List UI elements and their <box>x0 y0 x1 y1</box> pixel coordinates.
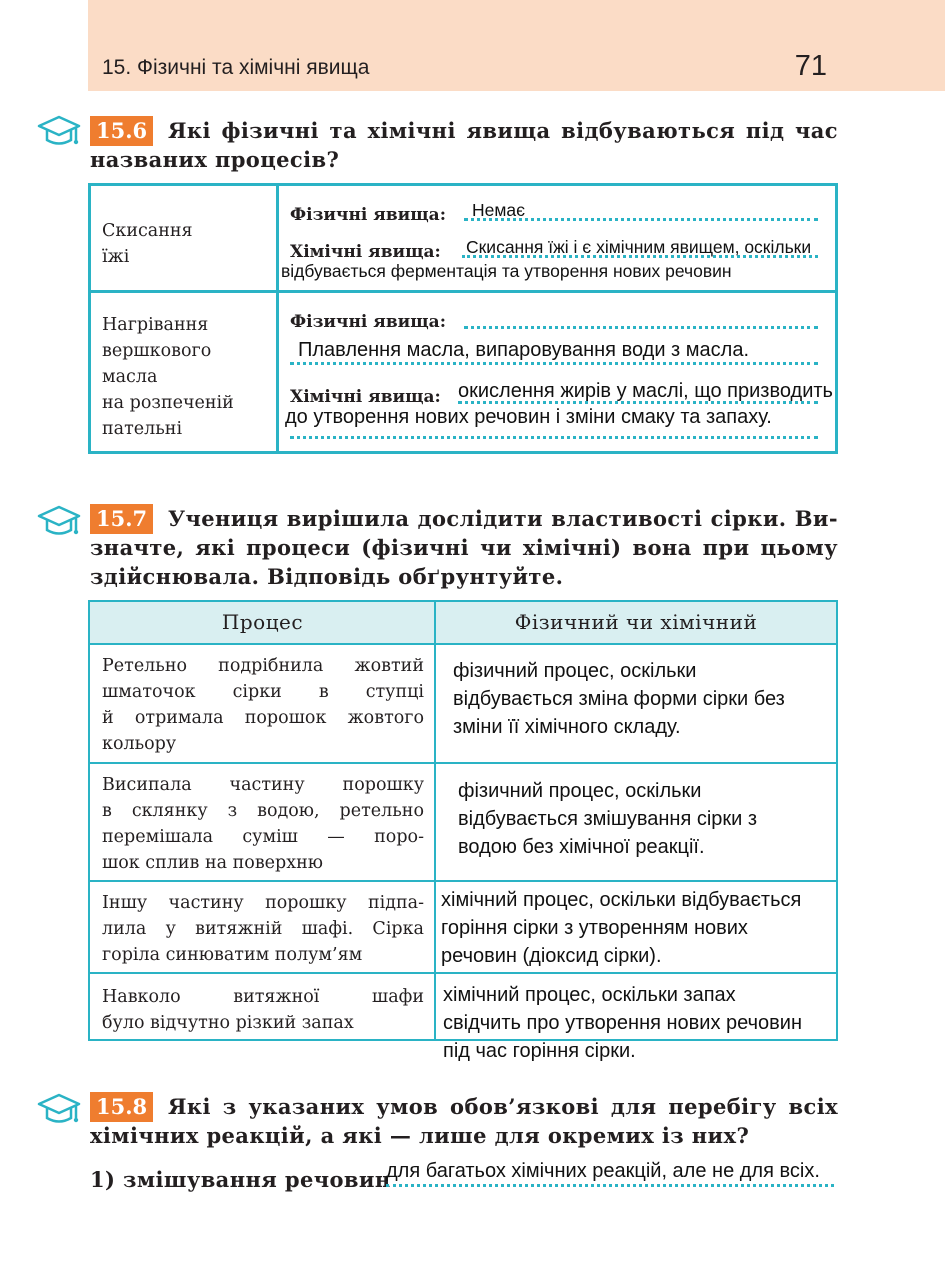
table-border <box>88 643 838 645</box>
answer-dotted-line <box>386 1184 834 1187</box>
column-header: Фізичний чи хімічний <box>436 601 836 644</box>
table-border <box>434 600 436 1041</box>
task-number-badge: 15.7 <box>90 504 153 534</box>
task-number-badge: 15.6 <box>90 116 153 146</box>
table-border <box>836 600 838 1041</box>
task-number-badge: 15.8 <box>90 1092 153 1122</box>
question-text-line: Учениця вирішила дослідити властивості сірки. Ви- <box>168 506 838 531</box>
process-cell: Навколо витяжної шафи було відчутно різкий запах <box>102 987 424 1033</box>
process-cell: Скисання їжі <box>102 221 193 267</box>
handwritten-answer: Немає <box>472 200 526 220</box>
physical-label: Фізичні явища: <box>290 205 446 225</box>
question-text-line: хімічних реакцій, а які — лише для окремих із них? <box>90 1123 750 1148</box>
handwritten-answer: фізичний процес, оскільки відбувається змішування сірки з водою без хімічної реакції. <box>458 780 758 858</box>
process-cell: Нагрівання вершкового масла на розпеченій пательні <box>102 315 234 439</box>
table-border <box>88 183 91 454</box>
handwritten-answer: до утворення нових речовин і зміни смаку та запаху. <box>285 406 772 428</box>
process-cell: Іншу частину порошку підпа- лила у витяжній шафі. Сірка горіла синюватим полум’ям <box>102 893 424 965</box>
chapter-title: 15. Фізичні та хімічні явища <box>102 56 370 79</box>
question-text-line: Які фізичні та хімічні явища відбуваються під час <box>168 118 838 143</box>
handwritten-answer: фізичний процес, оскільки відбувається зміна форми сірки без зміни її хімічного складу. <box>453 660 785 738</box>
column-header: Процес <box>90 601 435 644</box>
handwritten-answer: окислення жирів у маслі, що призводить <box>458 380 833 402</box>
question-text-line: Які з указаних умов обов’язкові для перебігу всіх <box>168 1094 838 1119</box>
handwritten-answer: Скисання їжі і є хімічним явищем, оскільки <box>466 237 812 257</box>
chemical-label: Хімічні явища: <box>290 242 441 262</box>
table-border <box>88 600 838 602</box>
question-text-line: значте, які процеси (фізичні чи хімічні) вона при цьому <box>90 535 838 560</box>
process-cell: Ретельно подрібнила жовтий шматочок сірки в ступці й отримала порошок жовтого кольору <box>102 656 424 754</box>
question-text-line: здійснювала. Відповідь обґрунтуйте. <box>90 564 564 589</box>
page-number: 71 <box>794 50 827 82</box>
table-border <box>88 290 838 293</box>
table-border <box>88 762 838 764</box>
condition-item-label: 1) змішування речовин <box>90 1167 391 1192</box>
table-border <box>88 600 90 1041</box>
handwritten-answer: відбувається ферментація та утворення нових речовин <box>281 261 732 281</box>
graduation-cap-icon <box>36 1090 82 1130</box>
table-border <box>276 183 279 454</box>
page-header <box>88 0 945 91</box>
graduation-cap-icon <box>36 112 82 152</box>
handwritten-answer: хімічний процес, оскільки відбувається горіння сірки з утворенням нових речовин (діоксид сірки). <box>441 889 802 967</box>
handwritten-answer: Плавлення масла, випаровування води з масла. <box>298 339 749 361</box>
answer-dotted-line <box>290 436 818 439</box>
answer-dotted-line <box>464 326 818 329</box>
graduation-cap-icon <box>36 502 82 542</box>
question-text-line: названих процесів? <box>90 147 340 172</box>
table-border <box>88 183 838 186</box>
chemical-label: Хімічні явища: <box>290 387 441 407</box>
handwritten-answer: для багатьох хімічних реакцій, але не для всіх. <box>386 1160 820 1182</box>
physical-label: Фізичні явища: <box>290 312 446 332</box>
process-cell: Висипала частину порошку в склянку з водою, ретельно перемішала суміш — поро- шок сплив на поверхню <box>102 775 424 873</box>
answer-dotted-line <box>290 362 818 365</box>
table-border <box>88 972 838 974</box>
table-border <box>88 451 838 454</box>
table-border <box>88 880 838 882</box>
table-border <box>835 183 838 454</box>
handwritten-answer: хімічний процес, оскільки запах свідчить про утворення нових речовин під час горіння сірки. <box>443 984 802 1062</box>
